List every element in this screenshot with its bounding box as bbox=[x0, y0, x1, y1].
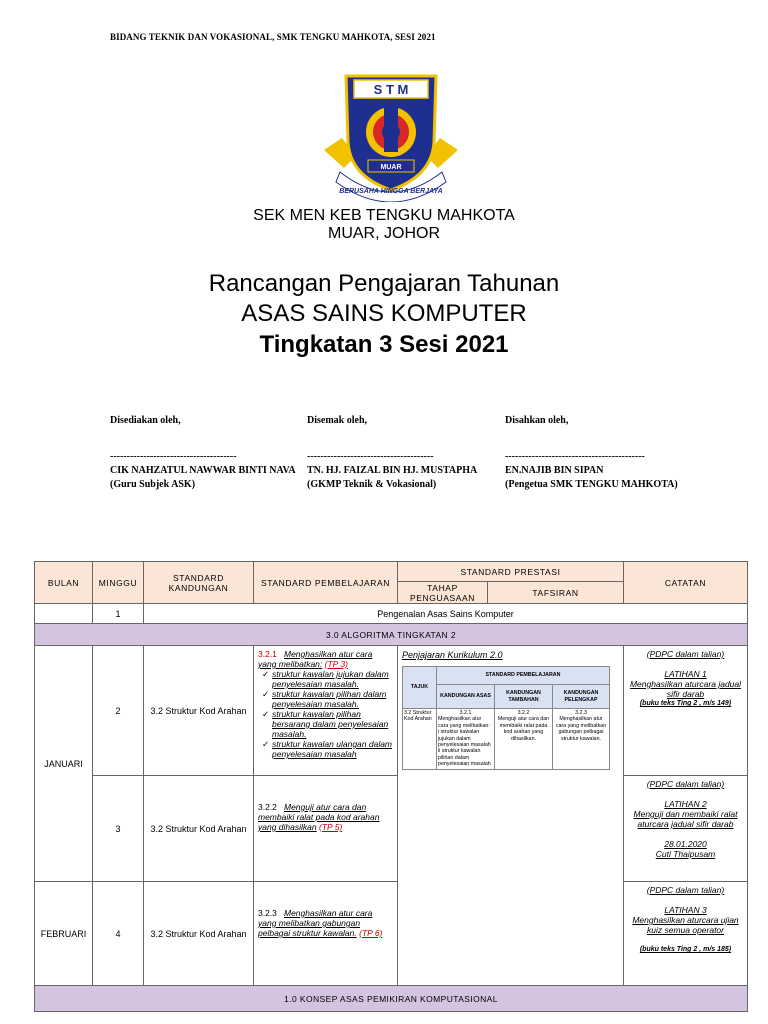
header-standard-prestasi: STANDARD PRESTASI bbox=[398, 562, 624, 582]
header-bulan: BULAN bbox=[35, 562, 93, 604]
curriculum-title: Penjajaran Kurikulum 2.0 bbox=[402, 650, 503, 660]
cell-empty bbox=[35, 604, 93, 624]
signature-position: (Guru Subjek ASK) bbox=[110, 479, 196, 490]
week-4: 4 bbox=[93, 882, 144, 986]
signature-name: EN.NAJIB BIN SIPAN bbox=[505, 465, 604, 476]
table-row bbox=[35, 776, 748, 882]
header-minggu: MINGGU bbox=[93, 562, 144, 604]
catatan-line: Menghasilkan aturcara ujian kuiz semua operator bbox=[632, 915, 739, 935]
week-1: 1 bbox=[93, 604, 144, 624]
inner-pelengkap-text: Menghasilkan atur cara yang melibatkan gabungan pelbagai struktur kawalan. bbox=[555, 716, 607, 742]
sp-code: 3.2.2 bbox=[258, 802, 277, 812]
document-header: BIDANG TEKNIK DAN VOKASIONAL, SMK TENGKU MAHKOTA, SESI 2021 bbox=[110, 32, 436, 42]
catatan bbox=[624, 882, 748, 986]
catatan-line: (buku teks Ting 2 , m/s 149) bbox=[639, 700, 732, 707]
signature-role: Disahkan oleh, bbox=[505, 415, 569, 426]
title-line-1: Rancangan Pengajaran Tahunan bbox=[208, 270, 560, 297]
tp-label: (TP 6) bbox=[359, 928, 383, 938]
catatan-line: LATIHAN 1 bbox=[664, 669, 707, 679]
inner-header-sp: STANDARD PEMBELAJARAN bbox=[437, 667, 610, 685]
topic-row: 1.0 KONSEP ASAS PEMIKIRAN KOMPUTASIONAL bbox=[35, 986, 748, 1012]
header-standard-kandungan: STANDARD KANDUNGAN bbox=[144, 562, 254, 604]
list-item: ✓ struktur kawalan ulangan dalam penyelesaian masalah bbox=[272, 739, 393, 759]
sp-text: Menguji atur cara dan membaiki ralat pada kod arahan yang dihasilkan bbox=[258, 802, 380, 832]
curriculum-alignment bbox=[398, 646, 624, 986]
catatan-line: LATIHAN 3 bbox=[664, 905, 707, 915]
sp-text: Menghasilkan atur cara yang melibatkan: bbox=[258, 649, 373, 669]
sp-code: 3.2.3 bbox=[258, 908, 277, 918]
catatan-line: Cuti Thaipusam bbox=[655, 849, 716, 859]
signature-position: (Pengetua SMK TENGKU MAHKOTA) bbox=[505, 479, 678, 490]
inner-asas-i: i struktur kawalan jujukan dalam penyelesaian masalah bbox=[438, 729, 491, 749]
logo-stm-text: S T M bbox=[373, 82, 409, 97]
title-line-3: Tingkatan 3 Sesi 2021 bbox=[259, 331, 509, 358]
inner-asas-code: 3.2.1 bbox=[459, 710, 472, 716]
table-row bbox=[35, 882, 748, 986]
inner-asas-ii: ii struktur kawalan pilihan dalam penyelesaian masalah bbox=[438, 748, 491, 768]
inner-tambahan-text: Menguji atur cara dan membaiki ralat pada kod arahan yang dihasilkan. bbox=[497, 716, 550, 742]
inner-header-asas: KANDUNGAN ASAS bbox=[437, 685, 495, 709]
header-standard-pembelajaran: STANDARD PEMBELAJARAN bbox=[254, 562, 398, 604]
tp-label: (TP 3) bbox=[324, 659, 348, 669]
week-2: 2 bbox=[93, 646, 144, 776]
catatan bbox=[624, 646, 748, 776]
signature-name: TN. HJ. FAIZAL BIN HJ. MUSTAPHA bbox=[307, 465, 478, 476]
inner-tambahan-code: 3.2.2 bbox=[517, 710, 530, 716]
standard-kandungan: 3.2 Struktur Kod Arahan bbox=[144, 882, 254, 986]
inner-header-tambahan: KANDUNGAN TAMBAHAN bbox=[495, 685, 553, 709]
signature-position: (GKMP Teknik & Vokasional) bbox=[307, 479, 437, 490]
standard-pembelajaran bbox=[254, 776, 398, 882]
catatan-line: 28.01.2020 bbox=[664, 839, 707, 849]
tp-label: (TP 5) bbox=[318, 822, 343, 832]
catatan-line: LATIHAN 2 bbox=[664, 799, 707, 809]
school-location: MUAR, JOHOR bbox=[328, 225, 440, 242]
inner-header-tajuk: TAJUK bbox=[403, 667, 437, 709]
standard-pembelajaran bbox=[254, 882, 398, 986]
catatan bbox=[624, 776, 748, 882]
standard-pembelajaran bbox=[254, 646, 398, 776]
inner-pelengkap bbox=[553, 709, 610, 770]
table-row bbox=[35, 646, 748, 776]
catatan-line: (buku teks Ting 2 , m/s 185) bbox=[639, 946, 732, 953]
month-februari: FEBRUARI bbox=[35, 882, 93, 986]
signature-line: ------------------------------------------ bbox=[505, 451, 645, 462]
logo-motto-text: BERUSAHA HINGGA BERJAYA bbox=[339, 188, 443, 195]
logo-place-text: MUAR bbox=[380, 164, 402, 171]
standard-kandungan: 3.2 Struktur Kod Arahan bbox=[144, 646, 254, 776]
inner-pelengkap-code: 3.2.3 bbox=[575, 710, 587, 716]
catatan-line: Menghasilkan aturcara jadual sifir darab bbox=[629, 679, 742, 699]
inner-asas-text: Menghasilkan atur cara yang melibatkan: bbox=[438, 716, 490, 729]
signature-line: -------------------------------------- bbox=[307, 451, 434, 462]
list-item: ✓ struktur kawalan pilihan bersarang dalam penyelesaian masalah. bbox=[272, 709, 393, 739]
inner-tambahan bbox=[495, 709, 553, 770]
title-line-2: ASAS SAINS KOMPUTER bbox=[241, 300, 527, 327]
list-item: ✓ struktur kawalan pilihan dalam penyelesaian masalah. bbox=[272, 689, 393, 709]
inner-header-pelengkap: KANDUNGAN PELENGKAP bbox=[553, 685, 610, 709]
signature-role: Disediakan oleh, bbox=[110, 415, 181, 426]
signature-name: CIK NAHZATUL NAWWAR BINTI NAVA bbox=[110, 465, 296, 476]
list-item: ✓ struktur kawalan jujukan dalam penyelesaian masalah. bbox=[272, 669, 393, 689]
header-catatan: CATATAN bbox=[624, 562, 748, 604]
header-tahap-penguasaan: TAHAP PENGUASAAN bbox=[398, 582, 488, 604]
inner-tajuk: 3.2 Struktur Kod Arahan bbox=[403, 709, 437, 770]
sp-text: Menghasilkan atur cara yang melibatkan gabungan pelbagai struktur kawalan. bbox=[258, 908, 373, 938]
signature-line: -------------------------------------- bbox=[110, 451, 237, 462]
school-logo bbox=[322, 72, 460, 202]
sp-code: 3.2.1 bbox=[258, 649, 277, 659]
topic-row: 3.0 ALGORITMA TINGKATAN 2 bbox=[35, 624, 748, 646]
lesson-plan-table bbox=[34, 561, 748, 1012]
catatan-line: (PDPC dalam talian) bbox=[646, 779, 725, 789]
catatan-line: (PDPC dalam talian) bbox=[646, 649, 725, 659]
header-tafsiran: TAFSIRAN bbox=[488, 582, 624, 604]
signature-role: Disemak oleh, bbox=[307, 415, 367, 426]
catatan-line: Menguji dan membaiki ralat aturcara jadual sifir darab bbox=[633, 809, 738, 829]
standard-kandungan: 3.2 Struktur Kod Arahan bbox=[144, 776, 254, 882]
catatan-line: (PDPC dalam talian) bbox=[646, 885, 725, 895]
month-januari: JANUARI bbox=[35, 646, 93, 882]
school-name: SEK MEN KEB TENGKU MAHKOTA bbox=[253, 207, 515, 224]
intro-topic: Pengenalan Asas Sains Komputer bbox=[144, 604, 748, 624]
inner-asas bbox=[437, 709, 495, 770]
curriculum-table bbox=[402, 666, 610, 770]
week-3: 3 bbox=[93, 776, 144, 882]
